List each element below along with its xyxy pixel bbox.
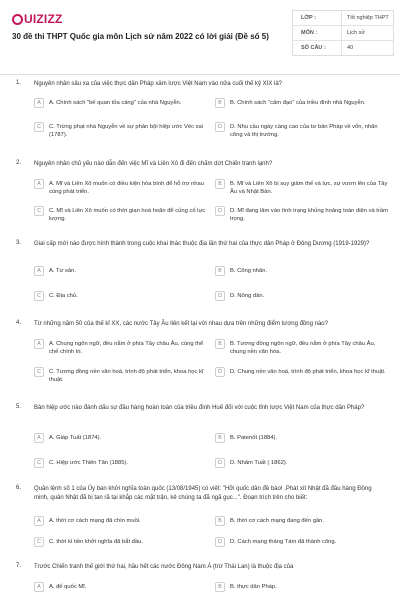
question-text: Từ những năm 50 của thế kỉ XX, các nước Tây Âu liên kết lại với nhau dựa trên những điểm tương đồng nào?: [34, 321, 328, 327]
question-text: Quân lệnh số 1 của Ủy ban khởi nghĩa toàn quốc (13/08/1945) có viết: "Hỡi quốc dân đề bào! .Phát xít Nhật đã đầu hàng Đồng minh, quân Nhật đã bị tan rã tại khắp các mặt trận, kẻ chúng ta đã ngã gục...". Đoạn trích trên cho biết:: [34, 486, 372, 501]
option-text: B. Tương đồng ngôn ngữ, đều nằm ở phía Tây châu Âu, chung nền văn hóa.: [230, 341, 376, 355]
option-text: D. Cách mạng tháng Tám đã thành công.: [230, 539, 337, 545]
option-letter-box: D: [215, 458, 225, 468]
option-d[interactable]: [215, 368, 388, 377]
option-text: A. thời cơ cách mạng đã chín muồi.: [49, 518, 141, 524]
option-letter-box: A: [34, 582, 44, 592]
question-number: 6.: [16, 485, 22, 491]
worksheet-header: [0, 0, 400, 75]
option-letter-box: B: [215, 339, 225, 349]
option-letter-box: D: [215, 122, 225, 132]
option-a[interactable]: [34, 340, 207, 356]
question-number: 3.: [16, 240, 22, 246]
meta-key: SỐ CÂU :: [301, 45, 326, 51]
option-a[interactable]: [34, 434, 207, 443]
option-letter-box: C: [34, 122, 44, 132]
question-text: Nguyên nhân chủ yếu nào dẫn đến việc Mĩ và Liên Xô đi đến chấm dứt Chiến tranh lạnh?: [34, 161, 273, 167]
option-d[interactable]: [215, 207, 388, 223]
option-b[interactable]: [215, 517, 388, 526]
option-letter-box: D: [215, 291, 225, 301]
option-letter-box: B: [215, 179, 225, 189]
option-text: A. Chính sách "bế quan tỏa cảng" của nhà Nguyễn.: [49, 100, 182, 106]
option-letter-box: A: [34, 433, 44, 443]
option-b[interactable]: [215, 583, 388, 592]
meta-key: LỚP :: [301, 15, 316, 21]
option-text: D. Chung nền văn hoá, trình độ phát triển, khoa học kĩ thuật.: [230, 369, 386, 375]
option-letter-box: A: [34, 179, 44, 189]
option-b[interactable]: [215, 434, 388, 443]
option-d[interactable]: [215, 123, 388, 139]
option-text: A. đế quốc Mĩ.: [49, 584, 87, 590]
option-text: A. Tư sản.: [49, 268, 76, 274]
option-b[interactable]: [215, 180, 388, 196]
option-text: D. Nông dân.: [230, 293, 265, 299]
option-text: B. thời cơ cách mạng đang đến gần.: [230, 518, 324, 524]
option-letter-box: B: [215, 582, 225, 592]
option-text: D. Nhâm Tuất ( 1862).: [230, 460, 288, 466]
option-letter-box: A: [34, 98, 44, 108]
option-text: A. Mĩ và Liên Xô muốn có điều kiện hòa bình để hỗ trợ nhau cùng phát triển.: [49, 181, 204, 195]
option-text: C. Địa chủ.: [49, 293, 78, 299]
option-b[interactable]: [215, 267, 388, 276]
option-text: B. Chính sách "cấm đạo" của triều đình nhà Nguyễn.: [230, 100, 366, 106]
meta-value: Lịch sử: [341, 26, 393, 40]
option-text: D. Nhu cầu ngày càng cao của tư bản Pháp về vốn, nhân công và thị trường.: [230, 124, 378, 138]
option-letter-box: B: [215, 433, 225, 443]
option-text: B. Mĩ và Liên Xô bị suy giảm thế và lực, sự vươn lên của Tây Âu và Nhật Bản.: [230, 181, 388, 195]
option-text: A. Chung ngôn ngữ, đều nằm ở phía Tây châu Âu, cùng thể chế chính trị.: [49, 341, 204, 355]
option-letter-box: D: [215, 537, 225, 547]
option-c[interactable]: [34, 292, 207, 301]
option-d[interactable]: [215, 538, 388, 547]
option-a[interactable]: [34, 180, 207, 196]
option-a[interactable]: [34, 517, 207, 526]
question-number: 4.: [16, 320, 22, 326]
option-text: D. Mĩ đang lâm vào tình trạng khủng hoảng toàn diện và trầm trọng.: [230, 208, 388, 222]
option-letter-box: B: [215, 98, 225, 108]
option-c[interactable]: [34, 207, 207, 223]
option-text: C. Hiệp ước Thiên Tân (1885).: [49, 460, 128, 466]
option-c[interactable]: [34, 123, 207, 139]
quizizz-logo: [12, 12, 63, 26]
option-letter-box: C: [34, 367, 44, 377]
option-letter-box: A: [34, 266, 44, 276]
option-letter-box: C: [34, 206, 44, 216]
option-text: B. thực dân Pháp.: [230, 584, 277, 590]
option-letter-box: A: [34, 516, 44, 526]
meta-row-subject: [293, 26, 393, 41]
option-a[interactable]: [34, 99, 207, 108]
question-number: 7.: [16, 563, 22, 569]
option-text: C. Mĩ và Liên Xô muốn có thời gian hoà hoãn để củng cố lực lượng.: [49, 208, 206, 222]
meta-key: MÔN :: [301, 30, 318, 36]
question-number: 5.: [16, 404, 22, 410]
option-letter-box: D: [215, 206, 225, 216]
option-text: C. Tương đồng nền văn hoá, trình độ phát triển, khoa học kĩ thuật.: [49, 369, 204, 383]
logo-text: UIZIZZ: [24, 12, 63, 26]
option-d[interactable]: [215, 292, 388, 301]
option-text: B. Công nhân.: [230, 268, 268, 274]
option-d[interactable]: [215, 459, 388, 468]
meta-table: [292, 10, 394, 56]
meta-row-class: [293, 11, 393, 26]
question-number: 1.: [16, 80, 22, 86]
option-a[interactable]: [34, 267, 207, 276]
option-b[interactable]: [215, 99, 388, 108]
option-text: A. Giáp Tuất (1874).: [49, 435, 102, 441]
option-text: B. Patenốt (1884).: [230, 435, 278, 441]
option-letter-box: C: [34, 537, 44, 547]
option-text: C. Trừng phạt nhà Nguyễn về sự phản bội hiệp ước Véc xai (1787).: [49, 124, 204, 138]
option-c[interactable]: [34, 459, 207, 468]
option-letter-box: C: [34, 458, 44, 468]
option-c[interactable]: [34, 538, 207, 547]
option-letter-box: C: [34, 291, 44, 301]
question-text: Giai cấp mới nào được hình thành trong cuộc khai thác thuộc địa lần thứ hai của thực dân Pháp ở Đông Dương (1919-1929)?: [34, 241, 370, 247]
logo-q-icon: [12, 14, 23, 25]
option-letter-box: B: [215, 516, 225, 526]
option-c[interactable]: [34, 368, 207, 384]
worksheet-title: 30 đề thi THPT Quốc gia môn Lịch sử năm 2022 có lời giải (Đề số 5): [12, 32, 269, 41]
meta-value: 40: [341, 41, 393, 55]
meta-value: Tốt nghiệp THPT: [341, 11, 393, 25]
meta-row-count: [293, 41, 393, 55]
option-a[interactable]: [34, 583, 207, 592]
option-b[interactable]: [215, 340, 388, 356]
question-text: Nguyên nhân sâu xa của việc thực dân Pháp xâm lược Việt Nam vào nửa cuối thế kỷ XIX là?: [34, 81, 283, 87]
option-letter-box: A: [34, 339, 44, 349]
question-number: 2.: [16, 160, 22, 166]
option-letter-box: D: [215, 367, 225, 377]
question-text: Trước Chiến tranh thế giới thứ hai, hầu hết các nước Đông Nam Á (trừ Thái Lan) là thuộc địa của: [34, 564, 294, 570]
option-text: C. thời kì tiền khởi nghĩa đã bắt đầu.: [49, 539, 143, 545]
question-text: Bản hiệp ước nào đánh dấu sự đầu hàng hoàn toàn của triều đình Huế đối với cuộc tỉnh lược Việt Nam của thực dân Pháp?: [34, 405, 365, 411]
option-letter-box: B: [215, 266, 225, 276]
